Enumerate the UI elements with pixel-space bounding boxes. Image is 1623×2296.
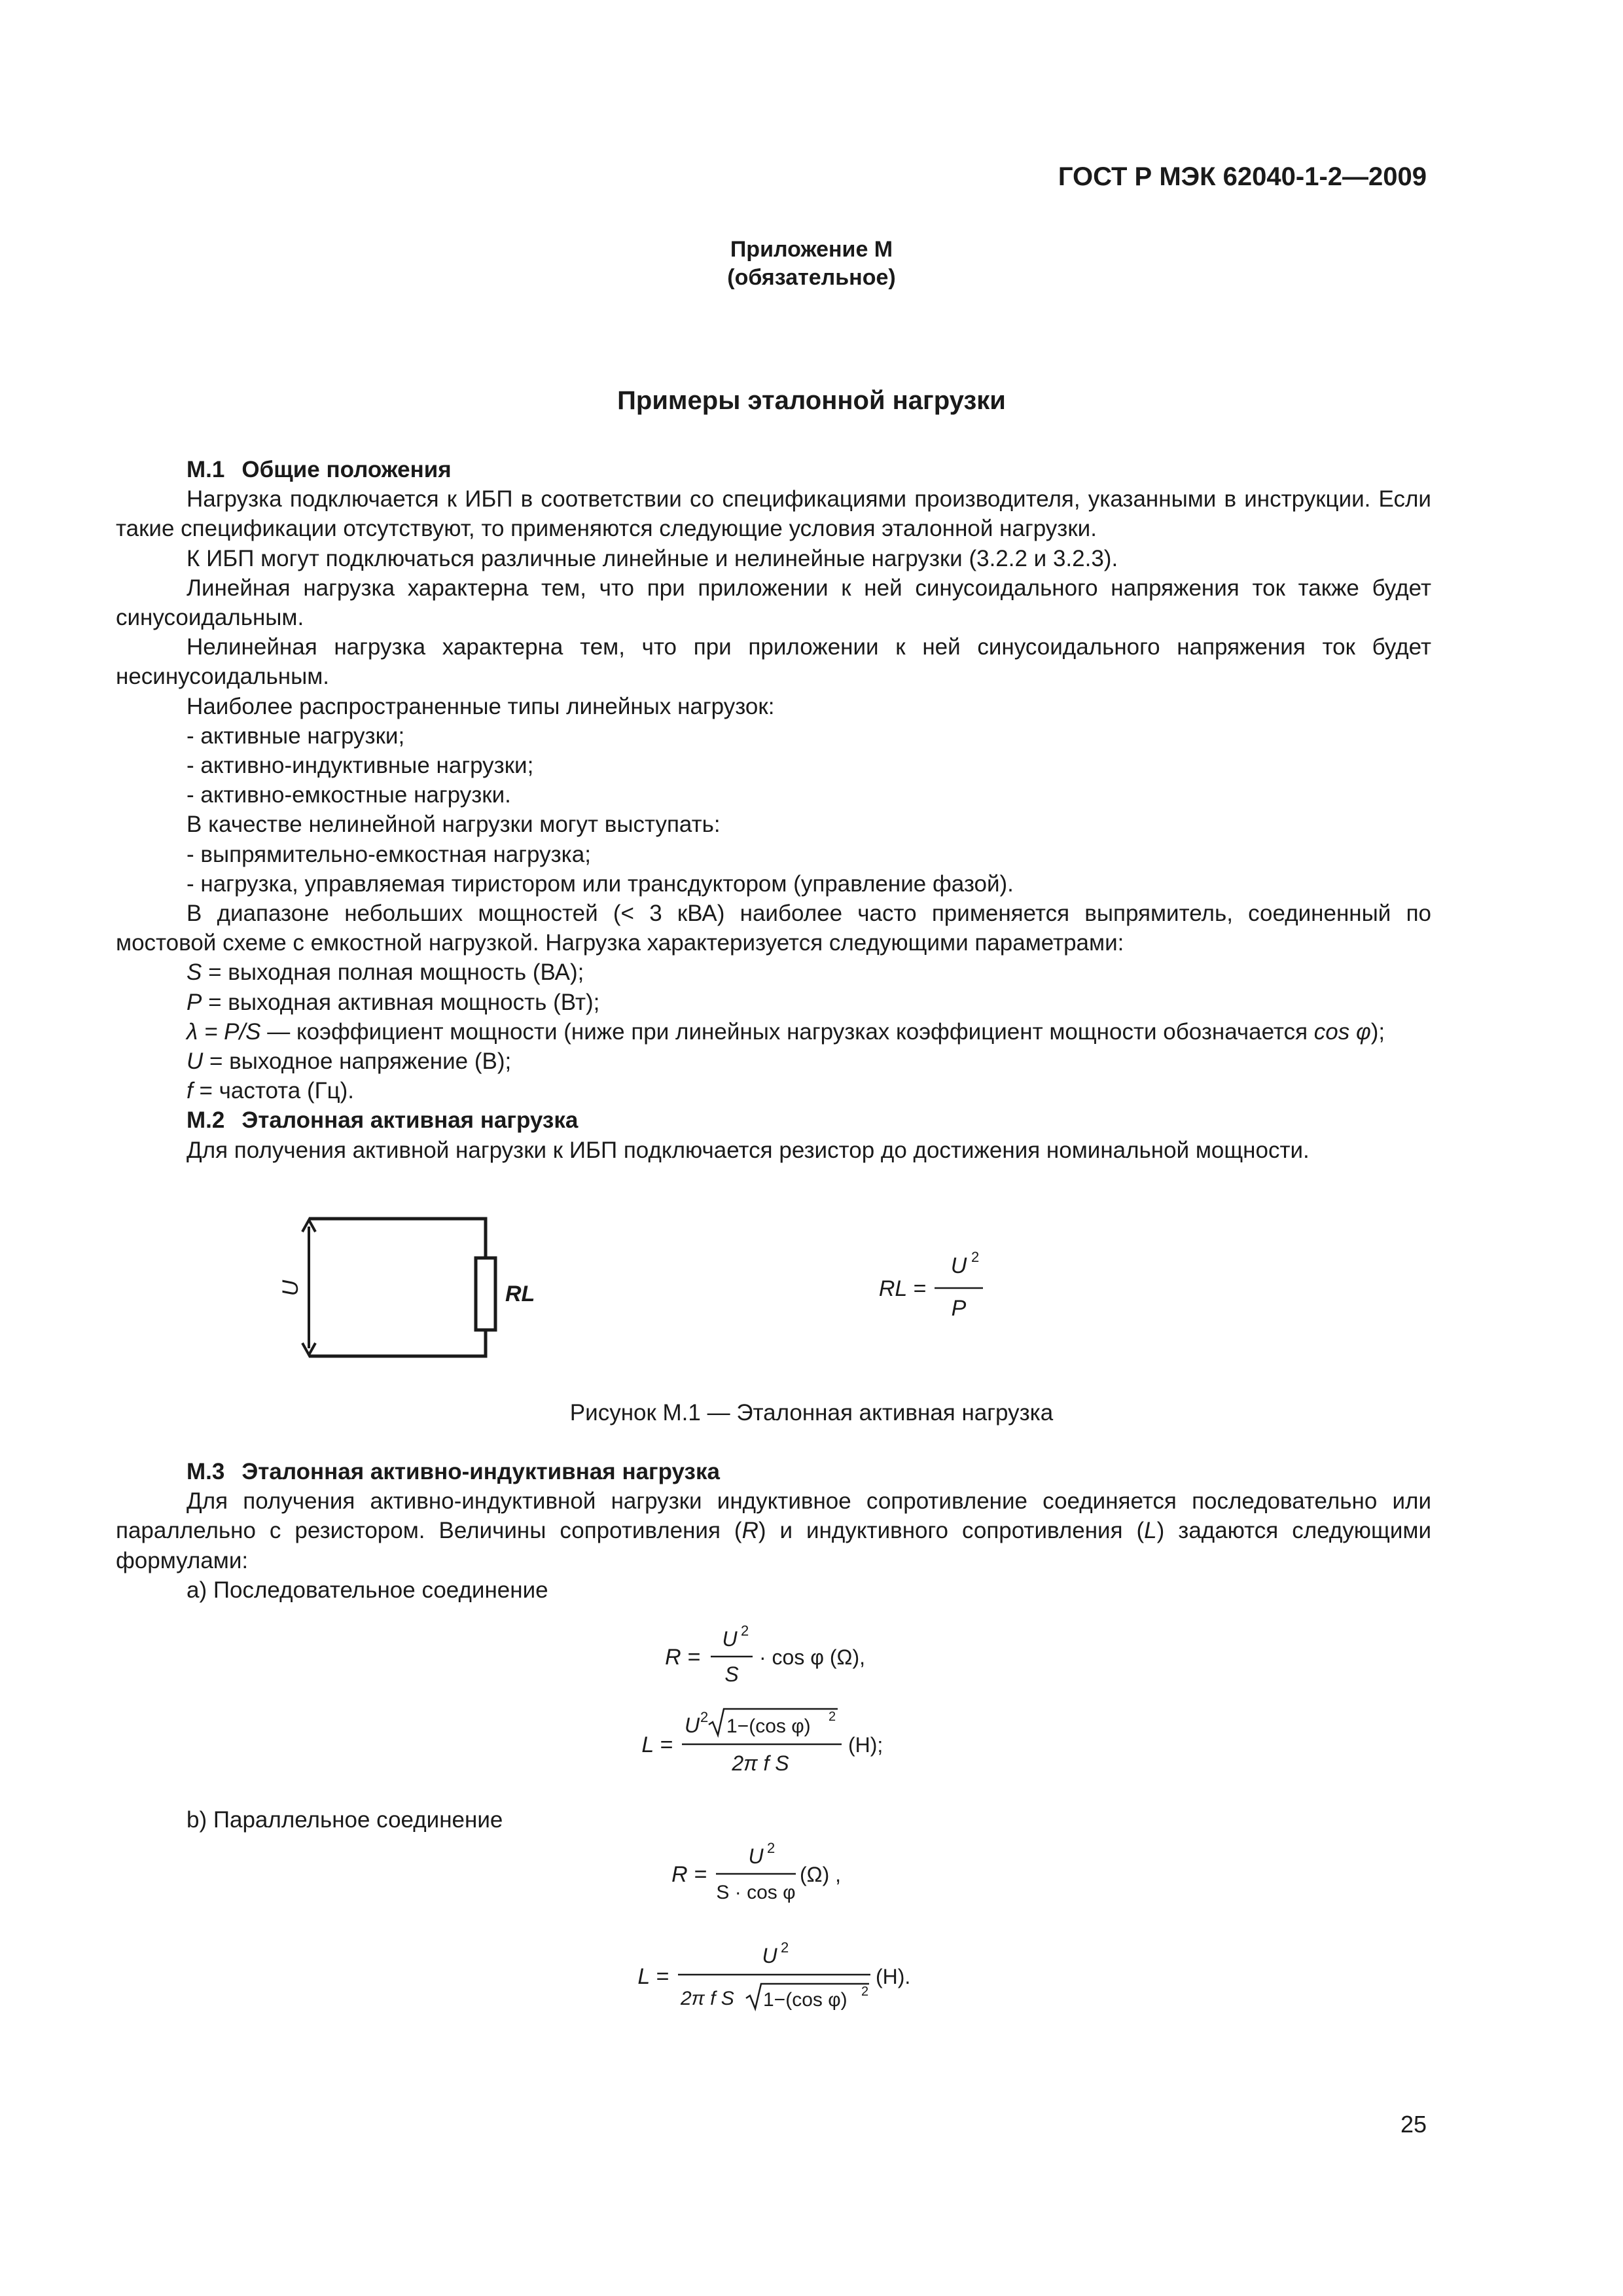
list-item: - активные нагрузки; [187, 723, 405, 749]
figure-m1 [275, 1204, 1060, 1374]
section-heading-m2: М.2 Эталонная активная нагрузка [187, 1107, 579, 1134]
series-r-exponent: 2 [741, 1623, 749, 1639]
paragraph: Наиболее распространенные типы линейных нагрузок: [187, 693, 775, 719]
series-l-radicand: 1−(cos φ) [726, 1715, 811, 1737]
list-item: - нагрузка, управляемая тиристором или трансдуктором (управление фазой). [187, 870, 1014, 897]
parallel-l-exponent: 2 [781, 1939, 789, 1956]
resistor-symbol [476, 1258, 495, 1330]
list-item: - активно-индуктивные нагрузки; [187, 753, 534, 779]
paragraph: Для получения активно-индуктивной нагрузки индуктивное сопротивление соединяется последовательно или параллельно с резистором. Величины сопротивления (R) и индуктивного сопротивления (L) задаются следующими формулами: [116, 1488, 1431, 1573]
param-u: U = выходное напряжение (В); [187, 1049, 512, 1075]
series-l-numerator-u: U [685, 1713, 700, 1737]
formula-rl-denominator: P [951, 1296, 967, 1321]
paragraph: Линейная нагрузка характерна тем, что при приложении к ней синусоидального напряжения ток также будет синусоидальным. [116, 575, 1431, 631]
series-r-denominator: S [724, 1662, 739, 1686]
series-r-numerator: U [722, 1627, 738, 1651]
list-item: - выпрямительно-емкостная нагрузка; [187, 841, 591, 867]
series-l-exponent: 2 [700, 1709, 709, 1725]
series-l-radicand-exponent: 2 [829, 1710, 836, 1724]
param-s: S = выходная полная мощность (ВА); [187, 960, 584, 986]
parallel-r-numerator: U [748, 1844, 764, 1868]
series-l-tail: (H); [848, 1733, 883, 1757]
section-heading-m1: М.1 Общие положения [187, 457, 452, 482]
page-number: 25 [1400, 2111, 1427, 2138]
section-heading-m3: М.3 Эталонная активно-индуктивная нагрузка [187, 1459, 720, 1484]
circuit-wire-bottom [309, 1330, 486, 1356]
parallel-r-lhs: R = [671, 1862, 707, 1887]
paragraph: Для получения активной нагрузки к ИБП подключается резистор до достижения номинальной мощности. [187, 1137, 1310, 1163]
paragraph: Нагрузка подключается к ИБП в соответствии со спецификациями производителя, указанными в инструкции. Если такие спецификации отсутствуют, то применяются следующие условия эталонной нагрузки. [116, 486, 1431, 542]
parallel-l-denominator: 2π f S [681, 1988, 734, 2009]
paragraph: Нелинейная нагрузка характерна тем, что при приложении к ней синусоидального напряжения ток будет несинусоидальным. [116, 634, 1431, 690]
formula-rl-numerator: U [950, 1253, 967, 1278]
parallel-l-numerator: U [762, 1944, 777, 1967]
figure-caption: Рисунок М.1 — Эталонная активная нагрузка [569, 1400, 1054, 1426]
annex-status: (обязательное) [727, 265, 896, 290]
param-p: P = выходная активная мощность (Вт); [187, 989, 600, 1015]
parallel-connection-label: b) Параллельное соединение [187, 1807, 503, 1833]
circuit-wire-top [309, 1219, 486, 1258]
param-lambda: λ = P/S — коэффициент мощности (ниже при линейных нагрузках коэффициент мощности обозначается cos φ); [187, 1018, 1385, 1045]
page-title: Примеры эталонной нагрузки [617, 386, 1006, 415]
voltage-label: U [278, 1280, 303, 1297]
body-text [116, 455, 1431, 1165]
param-f: f = частота (Гц). [187, 1078, 355, 1104]
series-connection-label: а) Последовательное соединение [187, 1577, 548, 1603]
series-r-lhs: R = [665, 1645, 700, 1670]
parallel-r-denominator: S · cos φ [716, 1882, 796, 1903]
section-m3 [116, 1457, 1431, 1605]
parallel-l-radicand: 1−(cos φ) [763, 1989, 847, 2011]
series-l-lhs: L = [641, 1732, 673, 1757]
annex-title: Приложение М [730, 237, 893, 262]
paragraph: В диапазоне небольших мощностей (< 3 кВА) наиболее часто применяется выпрямитель, соединенный по мостовой схеме с емкостной нагрузкой. Нагрузка характеризуется следующими параметрами: [116, 901, 1431, 956]
series-l-denominator: 2π f S [732, 1751, 789, 1775]
parallel-l-lhs: L = [637, 1964, 669, 1989]
series-r-tail: · cos φ (Ω), [759, 1645, 865, 1669]
resistor-label: RL [505, 1282, 535, 1306]
formula-rl-exponent: 2 [971, 1249, 980, 1265]
parallel-l-tail: (H). [876, 1965, 911, 1988]
parallel-formulas [622, 1829, 988, 2026]
paragraph: К ИБП могут подключаться различные линейные и нелинейные нагрузки (3.2.2 и 3.2.3). [187, 545, 1118, 571]
parallel-r-exponent: 2 [767, 1840, 776, 1856]
formula-rl-lhs: RL = [878, 1276, 926, 1301]
paragraph: В качестве нелинейной нагрузки могут выступать: [187, 812, 721, 838]
parallel-r-tail: (Ω) , [800, 1863, 842, 1886]
list-item: - активно-емкостные нагрузки. [187, 782, 511, 808]
parallel-l-radicand-exponent: 2 [861, 1984, 869, 1999]
document-code: ГОСТ Р МЭК 62040-1-2—2009 [1058, 162, 1427, 191]
series-formulas [622, 1620, 988, 1784]
